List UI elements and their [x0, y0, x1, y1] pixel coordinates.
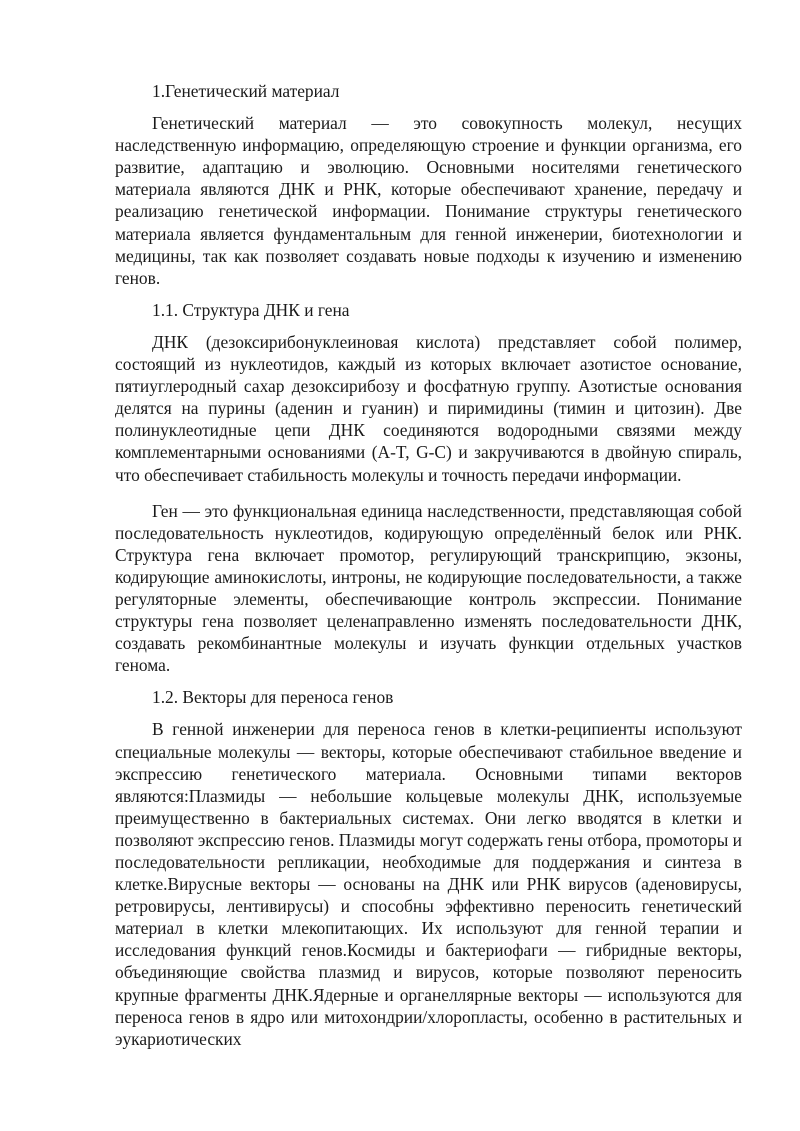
- section-1-heading: 1.Генетический материал: [152, 81, 340, 101]
- section-1-2-heading: 1.2. Векторы для переноса генов: [152, 687, 394, 708]
- document-body: [115, 80, 742, 1050]
- section-1-1-paragraph-2: Ген — это функциональная единица наследственности, представляющая собой последовательность нуклеотидов, кодирующую определённый белок или РНК. Структура гена включает промотор, регулирующий транскрипцию, экзоны, кодирующие аминокислоты, интроны, не кодирующие последовательности, а также регуляторные элементы, обеспечивающие контроль экспрессии. Понимание структуры гена позволяет целенаправленно изменять последовательности ДНК, создавать рекомбинантные молекулы и изучать функции отдельных участков генома.: [115, 500, 742, 676]
- section-1-1-heading: 1.1. Структура ДНК и гена: [152, 299, 350, 320]
- section-1-paragraph: Генетический материал — это совокупность молекул, несущих наследственную информацию, определяющую строение и функции организма, его развитие, адаптацию и эволюцию. Основными носителями генетического материала являются ДНК и РНК, которые обеспечивают хранение, передачу и реализацию генетической информации. Понимание структуры генетического материала является фундаментальным для генной инженерии, биотехнологии и медицины, так как позволяет создавать новые подходы к изучению и изменению генов.: [115, 113, 742, 288]
- section-1-1-paragraph-1: ДНК (дезоксирибонуклеиновая кислота) представляет собой полимер, состоящий из нуклеотидов, каждый из которых включает азотистое основание, пятиуглеродный сахар дезоксирибозу и фосфатную группу. Азотистые основания делятся на пурины (аденин и гуанин) и пиримидины (тимин и цитозин). Две полинуклеотидные цепи ДНК соединяются водородными связями между комплементарными основаниями (A-T, G-C) и закручиваются в двойную спираль, что обеспечивает стабильность молекулы и точность передачи информации.: [115, 331, 742, 485]
- section-1-2-paragraph: В генной инженерии для переноса генов в клетки-реципиенты используют специальные молекулы — векторы, которые обеспечивают стабильное введение и экспрессию генетического материала. Основными типами векторов являются:Плазмиды — небольшие кольцевые молекулы ДНК, используемые преимущественно в бактериальных системах. Они легко вводятся в клетки и позволяют экспрессию генов. Плазмиды могут содержать гены отбора, промоторы и последовательности репликации, необходимые для поддержания и синтеза в клетке.Вирусные векторы — основаны на ДНК или РНК вирусов (аденовирусы, ретровирусы, лентивирусы) и способны эффективно переносить генетический материал в клетки млекопитающих. Их используют для генной терапии и исследования функций генов.Космиды и бактериофаги — гибридные векторы, объединяющие свойства плазмид и вирусов, которые позволяют переносить крупные фрагменты ДНК.Ядерные и органеллярные векторы — используются для переноса генов в ядро или митохондрии/хлоропласты, особенно в растительных и эукариотических: [115, 719, 742, 1049]
